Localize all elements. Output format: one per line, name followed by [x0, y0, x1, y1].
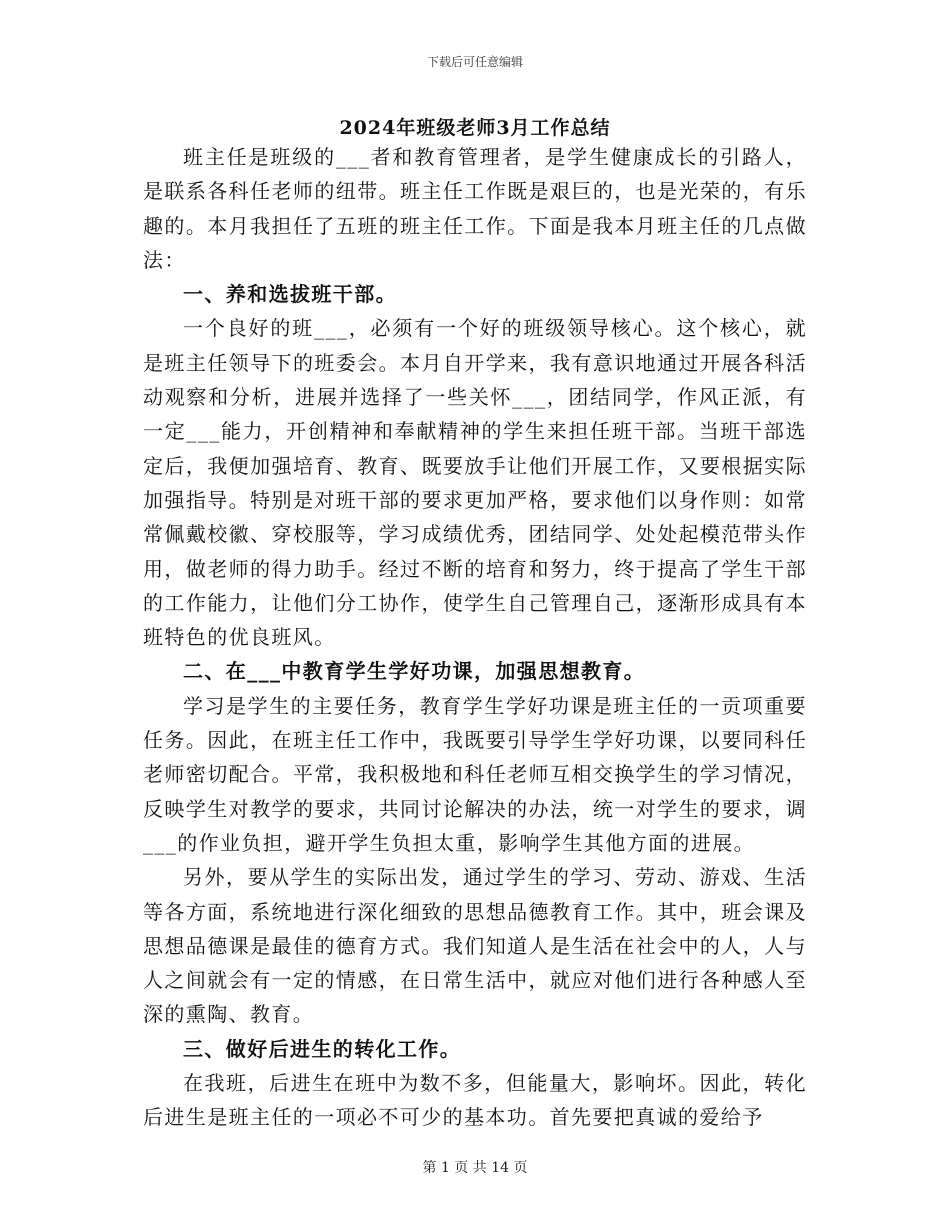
page-number: 第 1 页 共 14 页 — [422, 1160, 528, 1176]
paragraph-section-2a: 学习是学生的主要任务，教育学生学好功课是班主任的一贡项重要任务。因此，在班主任工作中，我既要引导学生学好功课，以要同科任老师密切配合。平常，我积极地和科任老师互相交换学生的学习情况，反映学生对教学的要求，共同讨论解决的办法，统一对学生的要求，调___的作业负担，避开学生负担太重，影响学生其他方面的进展。 — [143, 693, 807, 855]
document-title: 2024年班级老师3月工作总结 — [339, 117, 611, 139]
section-heading-2: 二、在___中教育学生学好功课，加强思想教育。 — [183, 659, 646, 684]
document-body — [143, 140, 807, 1135]
section-heading-1: 一、养和选拔班干部。 — [183, 282, 397, 307]
paragraph-intro: 班主任是班级的___者和教育管理者，是学生健康成长的引路人，是联系各科任老师的纽带。班主任工作既是艰巨的，也是光荣的，有乐趣的。本月我担任了五班的班主任工作。下面是我本月班主任的几点做法： — [143, 145, 807, 272]
section-heading-3: 三、做好后进生的转化工作。 — [183, 1036, 462, 1061]
header-note: 下载后可任意编辑 — [426, 55, 523, 69]
paragraph-section-1: 一个良好的班___，必须有一个好的班级领导核心。这个核心，就是班主任领导下的班委会。本月自开学来，我有意识地通过开展各科活动观察和分析，进展并选择了一些关怀___，团结同学，作风正派，有一定___能力，开创精神和奉献精神的学生来担任班干部。当班干部选定后，我便加强培育、教育、既要放手让他们开展工作，又要根据实际加强指导。特别是对班干部的要求更加严格，要求他们以身作则：如常常佩戴校徽、穿校服等，学习成绩优秀，团结同学、处处起模范带头作用，做老师的得力助手。经过不断的培育和努力，终于提高了学生干部的工作能力，让他们分工协作，使学生自己管理自己，逐渐形成具有本班特色的优良班风。 — [143, 316, 807, 650]
paragraph-section-2b: 另外，要从学生的实际出发，通过学生的学习、劳动、游戏、生活等各方面，系统地进行深化细致的思想品德教育工作。其中，班会课及思想品德课是最佳的德育方式。我们知道人是生活在社会中的人，人与人之间就会有一定的情感，在日常生活中，就应对他们进行各种感人至深的熏陶、教育。 — [143, 865, 807, 1027]
paragraph-section-3: 在我班，后进生在班中为数不多，但能量大，影响坏。因此，转化后进生是班主任的一项必不可少的基本功。首先要把真诚的爱给予 — [143, 1071, 807, 1130]
